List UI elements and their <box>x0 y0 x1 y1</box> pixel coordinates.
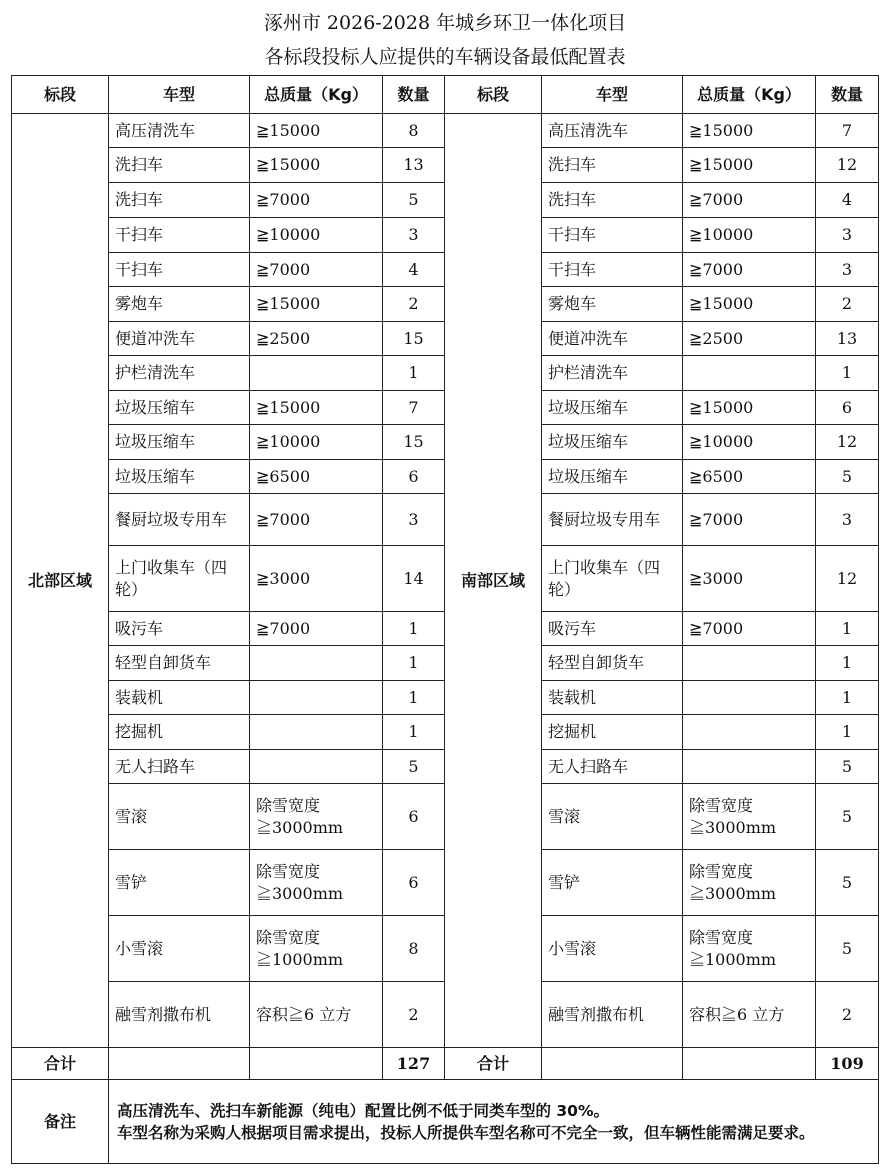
vehicle-type-cell: 无人扫路车 <box>542 750 683 784</box>
quantity-cell: 6 <box>383 784 445 850</box>
quantity-cell: 5 <box>816 850 879 916</box>
quantity-cell: 1 <box>816 646 879 681</box>
weight-cell: ≧10000 <box>683 425 816 460</box>
vehicle-type-cell: 高压清洗车 <box>542 114 683 148</box>
weight-cell <box>250 750 383 784</box>
empty-cell <box>250 1048 383 1080</box>
quantity-cell: 12 <box>816 546 879 612</box>
vehicle-type-cell: 吸污车 <box>109 612 250 646</box>
vehicle-type-cell: 雪铲 <box>542 850 683 916</box>
weight-cell: ≧7000 <box>683 612 816 646</box>
weight-cell: ≧6500 <box>683 460 816 494</box>
quantity-cell: 4 <box>383 253 445 287</box>
vehicle-type-cell: 上门收集车（四轮） <box>109 546 250 612</box>
vehicle-type-cell: 干扫车 <box>542 253 683 287</box>
weight-cell: 除雪宽度≧3000mm <box>250 784 383 850</box>
quantity-cell: 1 <box>816 612 879 646</box>
vehicle-type-cell: 装载机 <box>542 681 683 715</box>
quantity-cell: 1 <box>383 681 445 715</box>
vehicle-type-cell: 洗扫车 <box>109 148 250 183</box>
remark-line-1: 高压清洗车、洗扫车新能源（纯电）配置比例不低于同类车型的 30%。 <box>117 1101 609 1120</box>
vehicle-type-cell: 洗扫车 <box>542 183 683 218</box>
section-name-south: 南部区域 <box>445 114 542 1048</box>
quantity-cell: 6 <box>383 850 445 916</box>
total-label-south: 合计 <box>445 1048 542 1080</box>
quantity-cell: 5 <box>816 750 879 784</box>
quantity-cell: 1 <box>816 715 879 750</box>
table-row <box>12 114 879 148</box>
header-qty: 数量 <box>816 76 879 114</box>
vehicle-config-table <box>11 75 879 1164</box>
weight-cell: ≧15000 <box>683 114 816 148</box>
quantity-cell: 1 <box>383 612 445 646</box>
quantity-cell: 7 <box>816 114 879 148</box>
quantity-cell: 6 <box>816 391 879 425</box>
vehicle-type-cell: 洗扫车 <box>109 183 250 218</box>
weight-cell: 除雪宽度≧1000mm <box>250 916 383 982</box>
weight-cell <box>250 681 383 715</box>
weight-cell: ≧3000 <box>683 546 816 612</box>
vehicle-type-cell: 垃圾压缩车 <box>542 425 683 460</box>
document-title-line2: 各标段投标人应提供的车辆设备最低配置表 <box>264 46 626 68</box>
weight-cell: 除雪宽度≧3000mm <box>683 850 816 916</box>
quantity-cell: 13 <box>383 148 445 183</box>
header-weight: 总质量（Kg） <box>250 76 383 114</box>
vehicle-type-cell: 轻型自卸货车 <box>542 646 683 681</box>
quantity-cell: 5 <box>816 784 879 850</box>
table-body <box>12 114 879 1164</box>
quantity-cell: 2 <box>816 287 879 322</box>
vehicle-type-cell: 干扫车 <box>109 253 250 287</box>
weight-cell: ≧15000 <box>250 287 383 322</box>
vehicle-type-cell: 高压清洗车 <box>109 114 250 148</box>
quantity-cell: 3 <box>383 218 445 253</box>
quantity-cell: 3 <box>383 494 445 546</box>
weight-cell <box>250 646 383 681</box>
weight-cell: ≧6500 <box>250 460 383 494</box>
vehicle-type-cell: 便道冲洗车 <box>542 322 683 356</box>
document-title-line1: 涿州市 2026-2028 年城乡环卫一体化项目 <box>263 12 627 34</box>
weight-cell: ≧15000 <box>683 148 816 183</box>
weight-cell: 容积≧6 立方 <box>250 982 383 1048</box>
vehicle-type-cell: 餐厨垃圾专用车 <box>109 494 250 546</box>
quantity-cell: 5 <box>383 183 445 218</box>
header-type: 车型 <box>109 76 250 114</box>
empty-cell <box>109 1048 250 1080</box>
quantity-cell: 7 <box>383 391 445 425</box>
quantity-cell: 2 <box>383 982 445 1048</box>
weight-cell: ≧7000 <box>683 253 816 287</box>
vehicle-type-cell: 融雪剂撒布机 <box>542 982 683 1048</box>
vehicle-type-cell: 吸污车 <box>542 612 683 646</box>
quantity-cell: 12 <box>816 425 879 460</box>
quantity-cell: 8 <box>383 114 445 148</box>
weight-cell: ≧10000 <box>683 218 816 253</box>
quantity-cell: 2 <box>383 287 445 322</box>
vehicle-type-cell: 轻型自卸货车 <box>109 646 250 681</box>
quantity-cell: 5 <box>816 916 879 982</box>
vehicle-type-cell: 护栏清洗车 <box>542 356 683 391</box>
quantity-cell: 4 <box>816 183 879 218</box>
quantity-cell: 5 <box>383 750 445 784</box>
weight-cell <box>250 715 383 750</box>
total-value-north: 127 <box>383 1048 445 1080</box>
empty-cell <box>542 1048 683 1080</box>
vehicle-type-cell: 无人扫路车 <box>109 750 250 784</box>
weight-cell <box>250 356 383 391</box>
total-label-north: 合计 <box>12 1048 109 1080</box>
weight-cell <box>683 715 816 750</box>
quantity-cell: 1 <box>816 681 879 715</box>
weight-cell: ≧15000 <box>683 391 816 425</box>
weight-cell: ≧15000 <box>250 114 383 148</box>
weight-cell: ≧15000 <box>250 148 383 183</box>
quantity-cell: 1 <box>816 356 879 391</box>
weight-cell: ≧7000 <box>250 253 383 287</box>
quantity-cell: 12 <box>816 148 879 183</box>
weight-cell: ≧7000 <box>683 494 816 546</box>
weight-cell <box>683 681 816 715</box>
quantity-cell: 15 <box>383 425 445 460</box>
weight-cell: ≧3000 <box>250 546 383 612</box>
vehicle-type-cell: 垃圾压缩车 <box>109 391 250 425</box>
quantity-cell: 14 <box>383 546 445 612</box>
vehicle-type-cell: 垃圾压缩车 <box>542 391 683 425</box>
quantity-cell: 2 <box>816 982 879 1048</box>
quantity-cell: 3 <box>816 253 879 287</box>
quantity-cell: 15 <box>383 322 445 356</box>
header-section: 标段 <box>12 76 109 114</box>
weight-cell <box>683 750 816 784</box>
quantity-cell: 6 <box>383 460 445 494</box>
weight-cell: 除雪宽度≧3000mm <box>683 784 816 850</box>
weight-cell: 容积≧6 立方 <box>683 982 816 1048</box>
vehicle-type-cell: 垃圾压缩车 <box>109 425 250 460</box>
weight-cell: ≧2500 <box>250 322 383 356</box>
vehicle-type-cell: 上门收集车（四轮） <box>542 546 683 612</box>
vehicle-type-cell: 护栏清洗车 <box>109 356 250 391</box>
header-section: 标段 <box>445 76 542 114</box>
weight-cell <box>683 646 816 681</box>
remarks-row <box>12 1080 879 1164</box>
vehicle-type-cell: 装载机 <box>109 681 250 715</box>
vehicle-type-cell: 干扫车 <box>109 218 250 253</box>
quantity-cell: 1 <box>383 715 445 750</box>
quantity-cell: 5 <box>816 460 879 494</box>
weight-cell: 除雪宽度≧3000mm <box>250 850 383 916</box>
weight-cell: ≧10000 <box>250 425 383 460</box>
vehicle-type-cell: 洗扫车 <box>542 148 683 183</box>
quantity-cell: 1 <box>383 646 445 681</box>
vehicle-type-cell: 餐厨垃圾专用车 <box>542 494 683 546</box>
section-name-north: 北部区域 <box>12 114 109 1048</box>
total-value-south: 109 <box>816 1048 879 1080</box>
quantity-cell: 8 <box>383 916 445 982</box>
vehicle-type-cell: 雾炮车 <box>542 287 683 322</box>
vehicle-type-cell: 融雪剂撒布机 <box>109 982 250 1048</box>
weight-cell: ≧7000 <box>250 612 383 646</box>
vehicle-type-cell: 雪滚 <box>542 784 683 850</box>
header-weight: 总质量（Kg） <box>683 76 816 114</box>
quantity-cell: 3 <box>816 218 879 253</box>
vehicle-type-cell: 小雪滚 <box>109 916 250 982</box>
vehicle-type-cell: 挖掘机 <box>109 715 250 750</box>
header-qty: 数量 <box>383 76 445 114</box>
header-type: 车型 <box>542 76 683 114</box>
remarks-label: 备注 <box>12 1080 109 1164</box>
weight-cell <box>683 356 816 391</box>
table-header-row <box>12 76 879 114</box>
vehicle-type-cell: 小雪滚 <box>542 916 683 982</box>
vehicle-type-cell: 干扫车 <box>542 218 683 253</box>
vehicle-type-cell: 挖掘机 <box>542 715 683 750</box>
weight-cell: ≧7000 <box>250 183 383 218</box>
weight-cell: ≧10000 <box>250 218 383 253</box>
vehicle-type-cell: 垃圾压缩车 <box>109 460 250 494</box>
remark-line-2: 车型名称为采购人根据项目需求提出，投标人所提供车型名称可不完全一致，但车辆性能需满足要求。 <box>117 1123 815 1142</box>
total-row <box>12 1048 879 1080</box>
weight-cell: ≧7000 <box>683 183 816 218</box>
quantity-cell: 1 <box>383 356 445 391</box>
remarks-content <box>109 1080 879 1164</box>
weight-cell: ≧15000 <box>683 287 816 322</box>
vehicle-type-cell: 垃圾压缩车 <box>542 460 683 494</box>
vehicle-type-cell: 雪铲 <box>109 850 250 916</box>
empty-cell <box>683 1048 816 1080</box>
quantity-cell: 13 <box>816 322 879 356</box>
vehicle-type-cell: 便道冲洗车 <box>109 322 250 356</box>
weight-cell: ≧7000 <box>250 494 383 546</box>
weight-cell: ≧15000 <box>250 391 383 425</box>
quantity-cell: 3 <box>816 494 879 546</box>
weight-cell: ≧2500 <box>683 322 816 356</box>
weight-cell: 除雪宽度≧1000mm <box>683 916 816 982</box>
vehicle-type-cell: 雪滚 <box>109 784 250 850</box>
vehicle-type-cell: 雾炮车 <box>109 287 250 322</box>
